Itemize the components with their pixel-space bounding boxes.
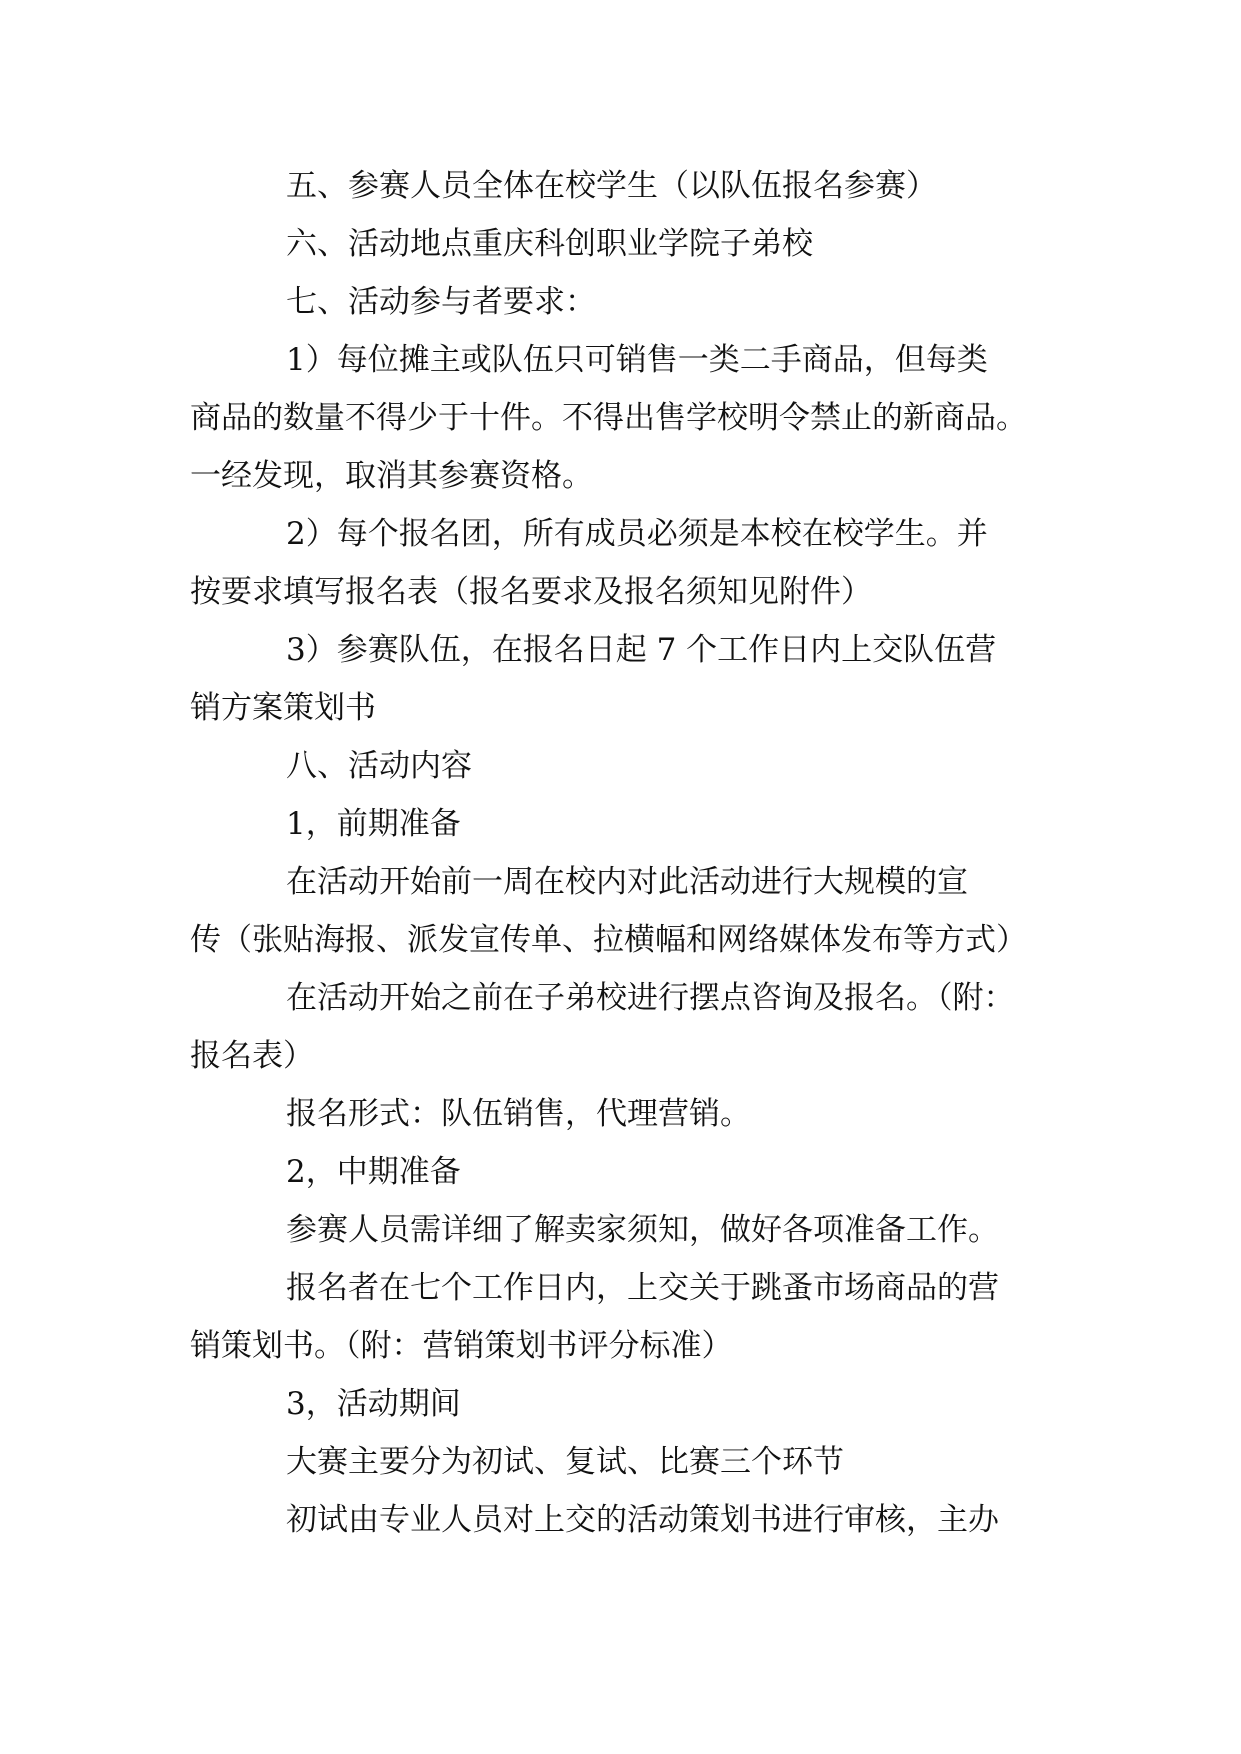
paragraph-line: 商品的数量不得少于十件。不得出售学校明令禁止的新商品。 xyxy=(190,400,1027,436)
section-5-participants: 五、参赛人员全体在校学生（以队伍报名参赛） xyxy=(286,168,937,204)
subsection-1-heading: 1，前期准备 xyxy=(286,806,461,842)
paragraph-line: 销方案策划书 xyxy=(190,690,376,726)
paragraph-line: 报名表） xyxy=(190,1038,314,1074)
section-8-heading: 八、活动内容 xyxy=(286,748,472,784)
competition-stages-paragraph: 大赛主要分为初试、复试、比赛三个环节 xyxy=(286,1444,844,1480)
document-body xyxy=(190,157,1050,1549)
subsection-2-heading: 2，中期准备 xyxy=(286,1154,461,1190)
paragraph-line: 按要求填写报名表（报名要求及报名须知见附件） xyxy=(190,574,872,610)
paragraph-line: 1）每位摊主或队伍只可销售一类二手商品，但每类 xyxy=(286,342,988,378)
requirement-3 xyxy=(190,621,1050,737)
paragraph-line: 3）参赛队伍，在报名日起 7 个工作日内上交队伍营 xyxy=(286,632,997,668)
publicity-paragraph xyxy=(190,853,1050,969)
marketing-plan-paragraph xyxy=(190,1259,1050,1375)
section-7-heading: 七、活动参与者要求： xyxy=(286,284,596,320)
subsection-3-heading: 3，活动期间 xyxy=(286,1386,461,1422)
paragraph-line: 2）每个报名团，所有成员必须是本校在校学生。并 xyxy=(286,516,988,552)
registration-paragraph xyxy=(190,969,1050,1085)
preliminary-review-paragraph: 初试由专业人员对上交的活动策划书进行审核，主办 xyxy=(286,1502,999,1538)
paragraph-line: 在活动开始前一周在校内对此活动进行大规模的宣 xyxy=(286,864,968,900)
registration-form-type: 报名形式：队伍销售，代理营销。 xyxy=(286,1096,751,1132)
requirement-2 xyxy=(190,505,1050,621)
paragraph-line: 在活动开始之前在子弟校进行摆点咨询及报名。（附： xyxy=(286,980,1015,1016)
paragraph-line: 一经发现，取消其参赛资格。 xyxy=(190,458,593,494)
paragraph-line: 销策划书。（附：营销策划书评分标准） xyxy=(190,1328,733,1364)
paragraph-line: 传（张贴海报、派发宣传单、拉横幅和网络媒体发布等方式） xyxy=(190,922,1027,958)
paragraph-line: 报名者在七个工作日内，上交关于跳蚤市场商品的营 xyxy=(286,1270,999,1306)
seller-notice-paragraph: 参赛人员需详细了解卖家须知，做好各项准备工作。 xyxy=(286,1212,999,1248)
section-6-location: 六、活动地点重庆科创职业学院子弟校 xyxy=(286,226,813,262)
requirement-1 xyxy=(190,331,1050,505)
